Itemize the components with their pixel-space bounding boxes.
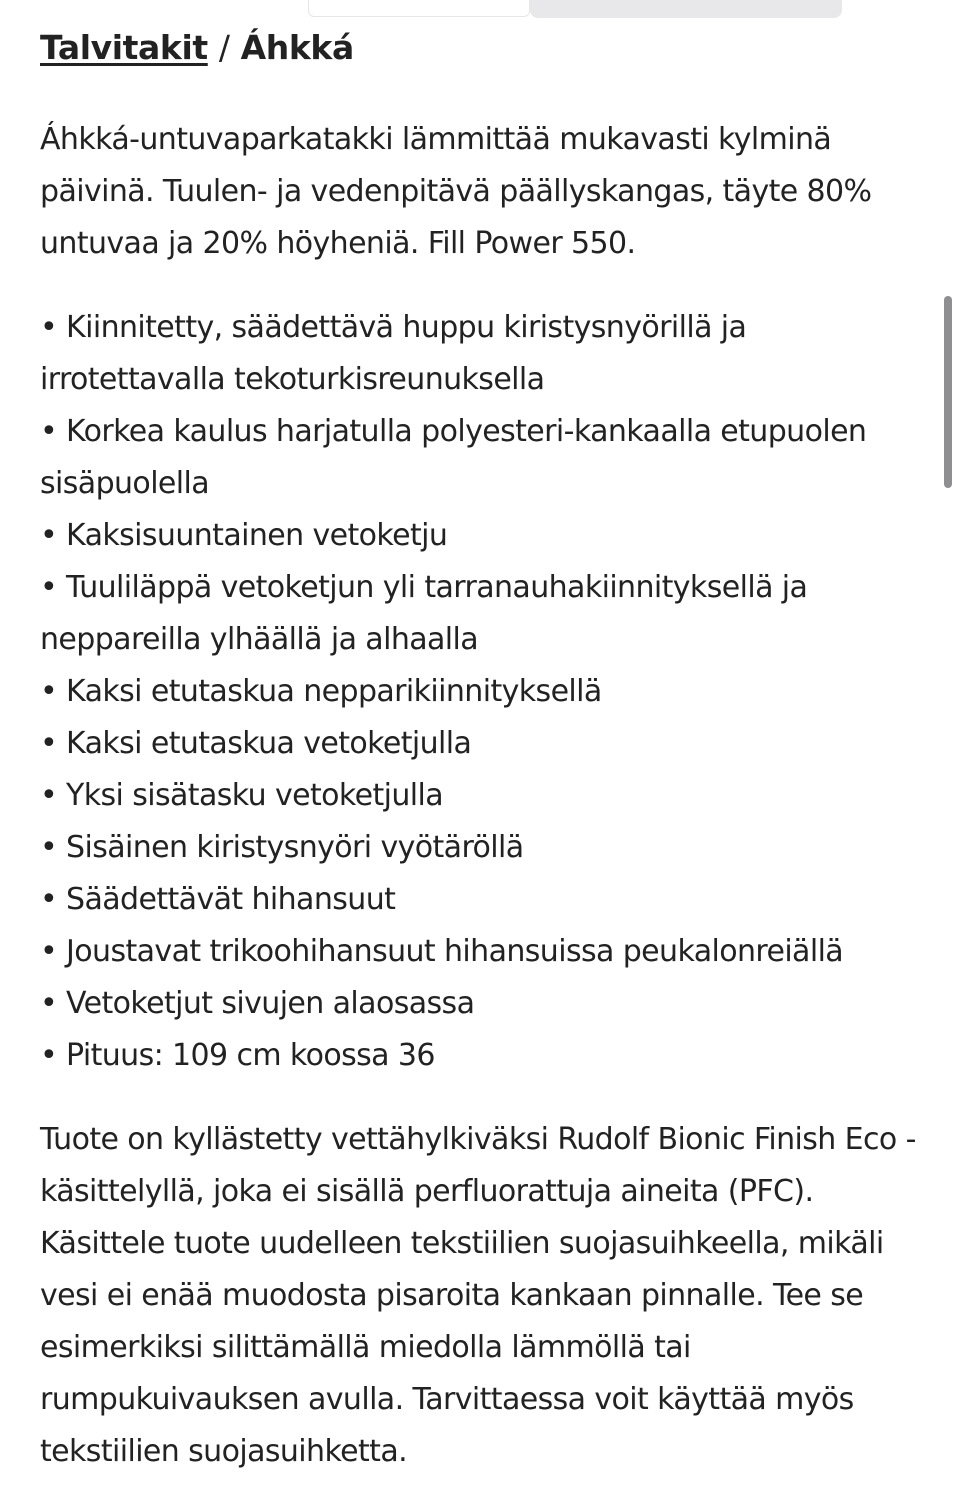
feature-item: • Tuuliläppä vetoketjun yli tarranauhakiinnityksellä ja neppareilla ylhäällä ja alhaalla: [40, 570, 808, 657]
breadcrumb-separator: /: [218, 28, 230, 67]
feature-item: • Yksi sisätasku vetoketjulla: [40, 778, 444, 813]
tab-right[interactable]: [530, 0, 842, 18]
feature-item: • Joustavat trikoohihansuut hihansuissa peukalonreiällä: [40, 934, 844, 969]
care-paragraph: Tuote on kyllästetty vettähylkiväksi Rudolf Bionic Finish Eco -käsittelyllä, joka ei sisällä perfluorattuja aineita (PFC). Käsittele tuote uudelleen tekstiilien suojasuihkeella, mikäli vesi ei enää muodosta pisaroita kankaan pinnalle. Tee se esimerkiksi silittämällä miedolla lämmöllä tai rumpukuivauksen avulla. Tarvittaessa voit käyttää myös tekstiilien suojasuihketta.: [40, 1122, 916, 1469]
feature-list: [40, 302, 920, 1082]
feature-item: • Vetoketjut sivujen alaosassa: [40, 986, 475, 1021]
breadcrumb-current: Áhkká: [240, 28, 354, 67]
top-tab-bar: [308, 0, 842, 18]
scrollbar-thumb[interactable]: [944, 296, 952, 488]
feature-item: • Kaksi etutaskua vetoketjulla: [40, 726, 472, 761]
intro-paragraph: Áhkká-untuvaparkatakki lämmittää mukavasti kylminä päivinä. Tuulen- ja vedenpitävä päällyskangas, täyte 80% untuvaa ja 20% höyheniä. Fill Power 550.: [40, 122, 872, 261]
feature-item: • Säädettävät hihansuut: [40, 882, 396, 917]
tab-left[interactable]: [308, 0, 530, 17]
feature-item: • Sisäinen kiristysnyöri vyötäröllä: [40, 830, 524, 865]
product-description: [40, 22, 920, 1510]
feature-item: • Kaksisuuntainen vetoketju: [40, 518, 448, 553]
breadcrumb: [40, 22, 920, 74]
breadcrumb-link-talvitakit[interactable]: Talvitakit: [40, 28, 208, 67]
feature-item: • Pituus: 109 cm koossa 36: [40, 1038, 435, 1073]
feature-item: • Kaksi etutaskua nepparikiinnityksellä: [40, 674, 602, 709]
feature-item: • Kiinnitetty, säädettävä huppu kiristysnyörillä ja irrotettavalla tekoturkisreunuksella: [40, 310, 747, 397]
feature-item: • Korkea kaulus harjatulla polyesteri-kankaalla etupuolen sisäpuolella: [40, 414, 867, 501]
